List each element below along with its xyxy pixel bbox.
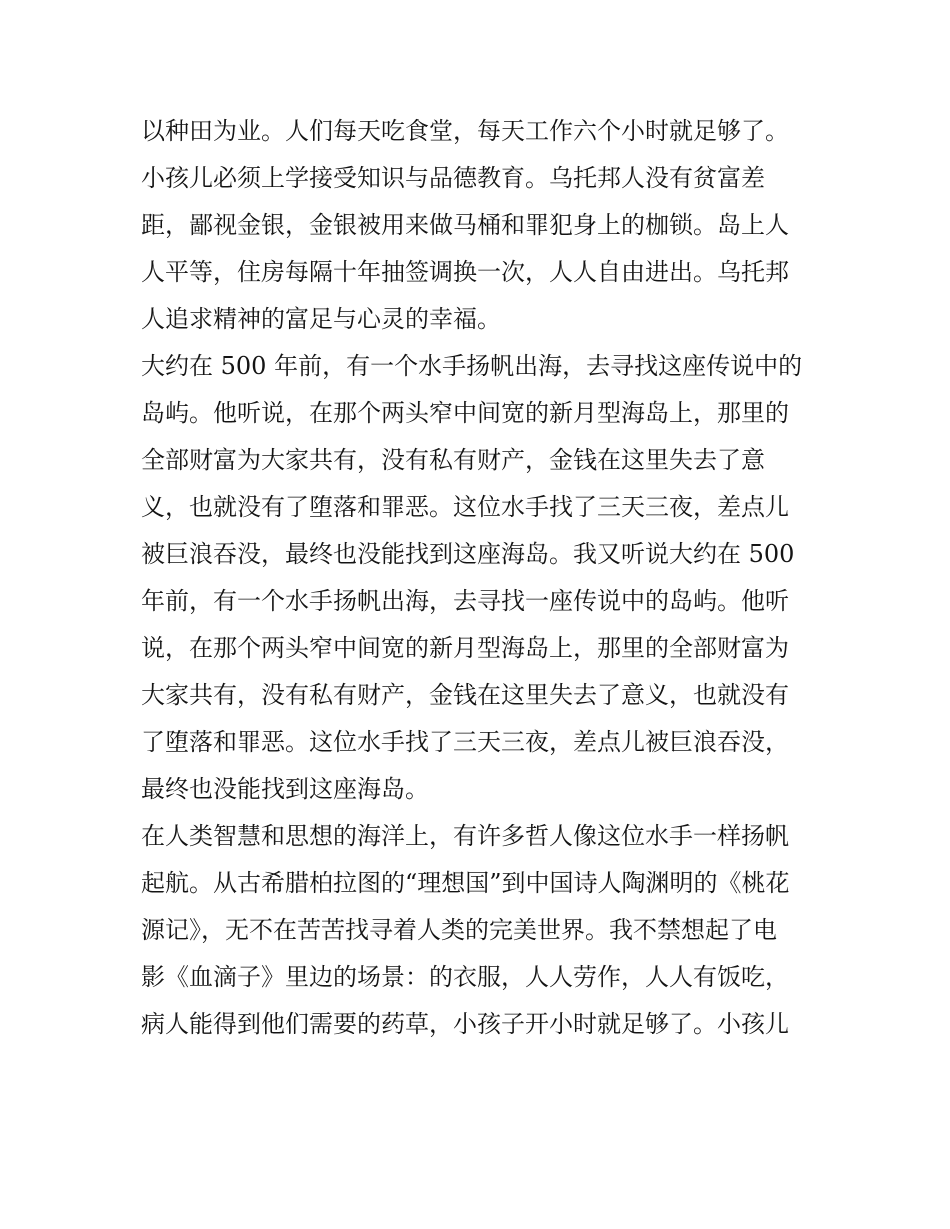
- text-line: 人追求精神的富足与心灵的幸福。: [141, 305, 501, 333]
- text-line: 源记》，无不在苦苦找寻着人类的完美世界。我不禁想起了电: [141, 916, 777, 944]
- text-line: 大家共有，没有私有财产，金钱在这里失去了意义，也就没有: [141, 681, 789, 709]
- text-line: 距，鄙视金银，金银被用来做马桶和罪犯身上的枷锁。岛上人: [141, 211, 789, 239]
- text-line: 全部财富为大家共有，没有私有财产，金钱在这里失去了意: [141, 446, 765, 474]
- text-line: 了堕落和罪恶。这位水手找了三天三夜，差点儿被巨浪吞没，: [141, 728, 789, 756]
- text-line: 病人能得到他们需要的药草，小孩子开小时就足够了。小孩儿: [141, 1010, 789, 1038]
- text-line: 最终也没能找到这座海岛。: [141, 775, 429, 803]
- text-line: 小孩儿必须上学接受知识与品德教育。乌托邦人没有贫富差: [141, 164, 765, 192]
- text-line: 被巨浪吞没，最终也没能找到这座海岛。我又听说大约在 500: [141, 540, 795, 568]
- text-line: 影《血滴子》里边的场景：的衣服，人人劳作，人人有饭吃，: [141, 963, 789, 991]
- text-line: 年前，有一个水手扬帆出海，去寻找一座传说中的岛屿。他听: [141, 587, 789, 615]
- text-line: 岛屿。他听说，在那个两头窄中间宽的新月型海岛上，那里的: [141, 399, 789, 427]
- text-line: 大约在 500 年前，有一个水手扬帆出海，去寻找这座传说中的: [141, 352, 803, 380]
- text-line: 以种田为业。人们每天吃食堂，每天工作六个小时就足够了。: [141, 117, 789, 145]
- text-line: 在人类智慧和思想的海洋上，有许多哲人像这位水手一样扬帆: [141, 822, 789, 850]
- text-line: 起航。从古希腊柏拉图的“理想国”到中国诗人陶渊明的《桃花: [141, 869, 790, 897]
- text-line: 说，在那个两头窄中间宽的新月型海岛上，那里的全部财富为: [141, 634, 789, 662]
- body-text: [141, 108, 821, 1048]
- text-line: 义，也就没有了堕落和罪恶。这位水手找了三天三夜，差点儿: [141, 493, 789, 521]
- text-line: 人平等，住房每隔十年抽签调换一次，人人自由进出。乌托邦: [141, 258, 789, 286]
